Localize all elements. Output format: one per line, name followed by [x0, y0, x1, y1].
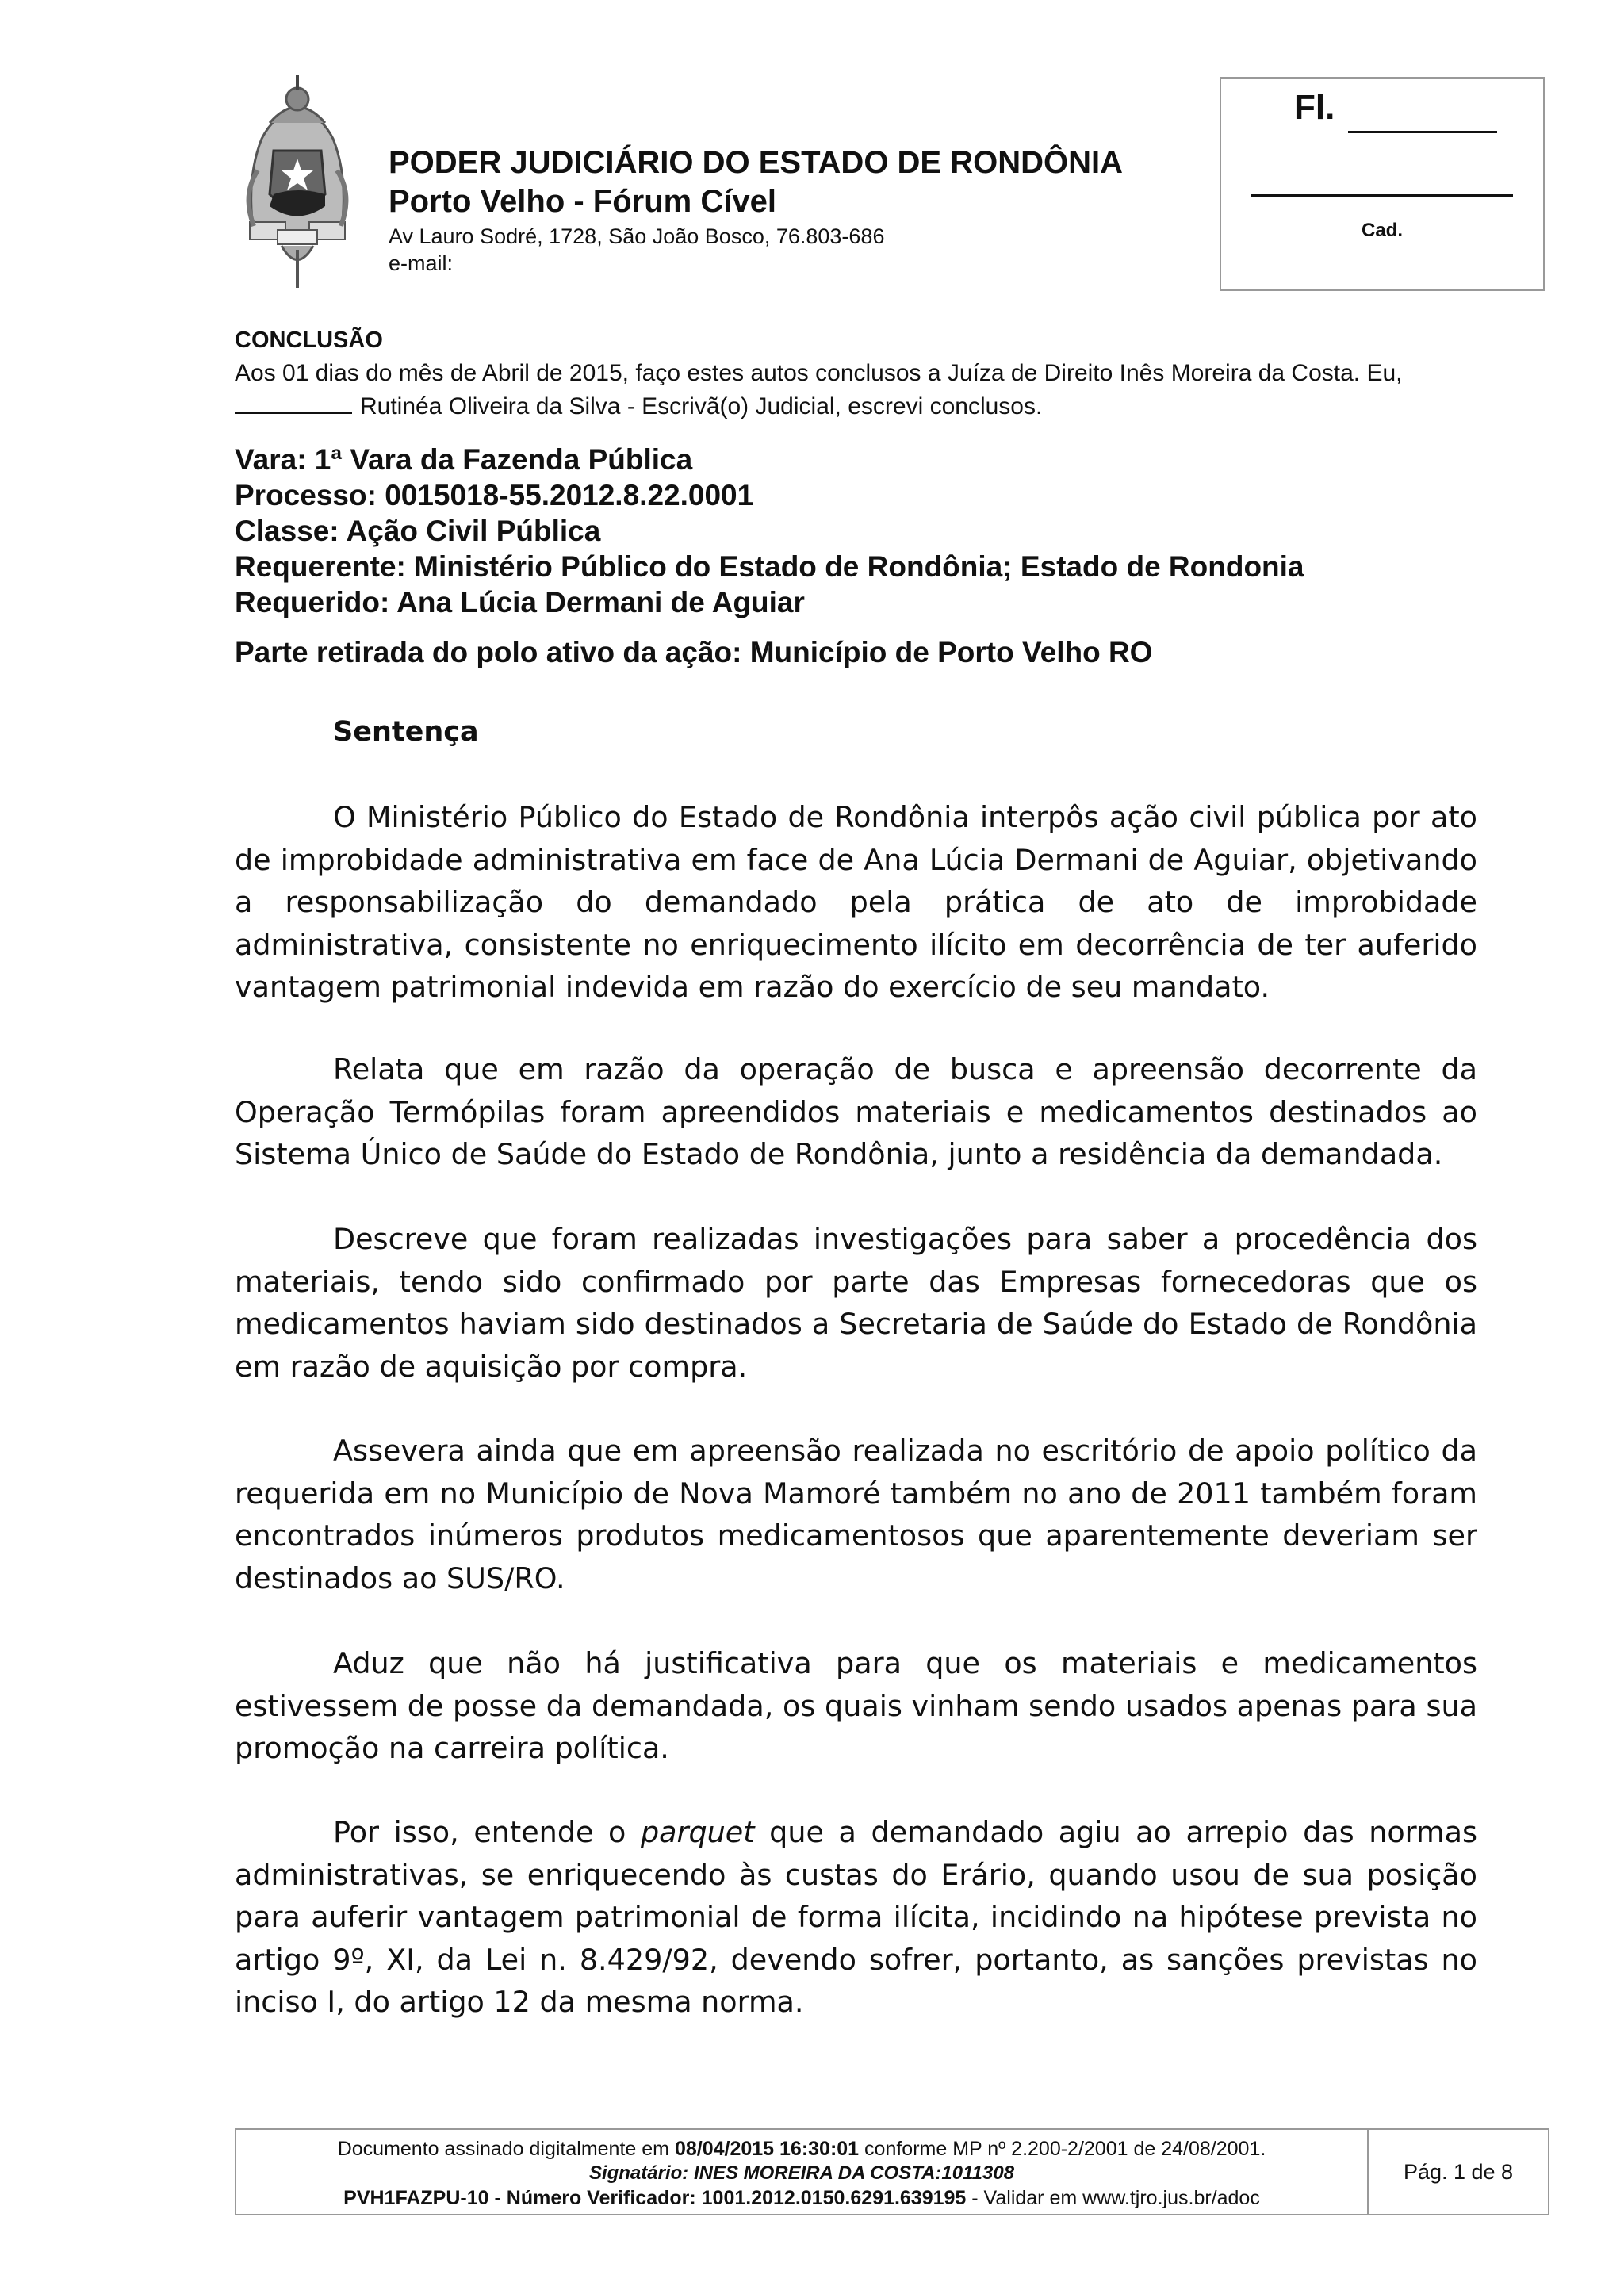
case-info [235, 442, 1503, 620]
conclusao-text-2: Rutinéa Oliveira da Silva - Escrivã(o) Judicial, escrevi conclusos. [360, 393, 1043, 419]
sentenca-heading: Sentença [333, 716, 479, 748]
page-number: Pág. 1 de 8 [1403, 2159, 1514, 2184]
footer-signature-info [236, 2130, 1369, 2214]
requerido: Requerido: Ana Lúcia Dermani de Aguiar [235, 586, 805, 618]
court-subtitle: Porto Velho - Fórum Cível [389, 184, 776, 219]
signed-suffix: conforme MP nº 2.200-2/2001 de 24/08/2001. [859, 2138, 1266, 2160]
verificador-line [236, 2185, 1367, 2211]
cad-label: Cad. [1361, 220, 1403, 241]
paragraph: Relata que em razão da operação de busca e apreensão decorrente da Operação Termópilas foram apreendidos materiais e medicamentos destinados ao Sistema Único de Saúde do Estado de Rondônia, junto a residência da demandada. [235, 1052, 1477, 1171]
p6-before: Por isso, entende o [333, 1815, 641, 1849]
fl-label: Fl. [1294, 88, 1335, 127]
fl-blank-line [1348, 131, 1497, 133]
court-address: Av Lauro Sodré, 1728, São João Bosco, 76.803-686 [389, 224, 885, 248]
verificador: PVH1FAZPU-10 - Número Verificador: 1001.2012.0150.6291.639195 [343, 2187, 967, 2209]
validar-link[interactable]: - Validar em www.tjro.jus.br/adoc [966, 2187, 1260, 2209]
signature-blank [235, 390, 352, 414]
paragraph: Assevera ainda que em apreensão realizada no escritório de apoio político da requerida em no Município de Nova Mamoré também no ano de 2011 também foram encontrados inúmeros produtos medicamentosos que aparentemente deveriam ser destinados ao SUS/RO. [235, 1434, 1477, 1595]
conclusao-title: CONCLUSÃO [235, 327, 383, 353]
paragraph [235, 1811, 1477, 2024]
vara: Vara: 1ª Vara da Fazenda Pública [235, 443, 693, 476]
classe: Classe: Ação Civil Pública [235, 515, 601, 547]
signed-datetime: 08/04/2015 16:30:01 [674, 2138, 860, 2160]
signatario: Signatário: INES MOREIRA DA COSTA:1011308 [588, 2162, 1015, 2184]
paragraph: Aduz que não há justificativa para que os materiais e medicamentos estivessem de posse da demandada, os quais vinham sendo usados apenas para sua promoção na carreira política. [235, 1646, 1477, 1765]
conclusao-text-1: Aos 01 dias do mês de Abril de 2015, faço estes autos conclusos a Juíza de Direito Inês Moreira da Costa. Eu, [235, 360, 1403, 386]
paragraph: Descreve que foram realizadas investigações para saber a procedência dos materiais, tendo sido confirmado por parte das Empresas fornecedoras que os medicamentos haviam sido destinados a Secretaria de Saúde do Estado de Rondônia em razão de aquisição por compra. [235, 1222, 1477, 1384]
rondonia-coat-of-arms-icon [238, 75, 357, 289]
p6-after: que a demandado agiu ao arrepio das normas administrativas, se enriquecendo às custas do Erário, quando usou de sua posição para auferir vantagem patrimonial de forma ilícita, incidindo na hipótese prevista no artigo 9º, XI, da Lei n. 8.429/92, devendo sofrer, portanto, as sanções previstas no inciso I, do artigo 12 da mesma norma. [235, 1815, 1477, 2019]
conclusao-text-2-line [235, 390, 1472, 423]
court-email-label: e-mail: [389, 251, 454, 275]
processo: Processo: 0015018-55.2012.8.22.0001 [235, 479, 754, 511]
parquet-term: parquet [640, 1815, 755, 1849]
folha-box [1220, 77, 1545, 291]
requerente: Requerente: Ministério Público do Estado de Rondônia; Estado de Rondonia [235, 550, 1304, 583]
paragraph: O Ministério Público do Estado de Rondônia interpôs ação civil pública por ato de improbidade administrativa em face de Ana Lúcia Dermani de Aguiar, objetivando a responsabilização do demandado pela prática de ato de improbidade administrativa, consistente no enriquecimento ilícito em decorrência de ter auferido vantagem patrimonial indevida em razão do exercício de seu mandato. [235, 800, 1477, 1004]
cad-blank-line [1251, 194, 1513, 197]
conclusao-section [235, 324, 1472, 423]
signed-line [236, 2136, 1367, 2162]
document-header [230, 75, 1221, 289]
signature-footer [235, 2128, 1549, 2215]
court-title: PODER JUDICIÁRIO DO ESTADO DE RONDÔNIA [389, 145, 1123, 180]
signed-prefix: Documento assinado digitalmente em [337, 2138, 675, 2160]
parte-retirada: Parte retirada do polo ativo da ação: Município de Porto Velho RO [235, 636, 1153, 668]
